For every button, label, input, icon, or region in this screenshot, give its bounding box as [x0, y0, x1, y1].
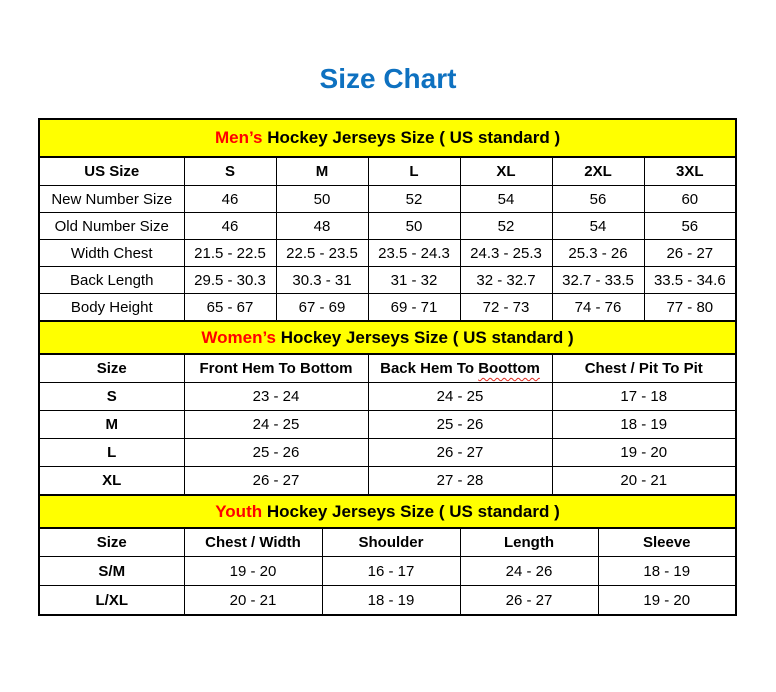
table-row	[39, 586, 736, 616]
size-value-cell: 29.5 - 30.3	[184, 267, 276, 294]
size-value-cell: 33.5 - 34.6	[644, 267, 736, 294]
size-value-cell: 52	[460, 213, 552, 240]
size-value-cell: 18 - 19	[598, 557, 736, 586]
band-title-accent: Men’s	[214, 128, 263, 147]
size-value-cell: 26 - 27	[460, 586, 598, 616]
column-header: L	[368, 157, 460, 186]
column-header: Chest / Pit To Pit	[552, 354, 736, 383]
column-header: 3XL	[644, 157, 736, 186]
size-value-cell: 19 - 20	[184, 557, 322, 586]
band-title-rest: Hockey Jerseys Size ( US standard )	[262, 501, 560, 521]
size-value-cell: 22.5 - 23.5	[276, 240, 368, 267]
size-value-cell: 56	[644, 213, 736, 240]
size-table-youth	[38, 494, 737, 616]
row-label: New Number Size	[39, 186, 184, 213]
column-header: 2XL	[552, 157, 644, 186]
table-row	[39, 267, 736, 294]
size-value-cell: 72 - 73	[460, 294, 552, 322]
size-value-cell: 16 - 17	[322, 557, 460, 586]
size-value-cell: 18 - 19	[322, 586, 460, 616]
column-header: Length	[460, 528, 598, 557]
table-row	[39, 411, 736, 439]
band-title-rest: Hockey Jerseys Size ( US standard )	[262, 128, 561, 147]
size-table-mens	[38, 118, 737, 322]
band-title-accent: Youth	[215, 501, 263, 521]
size-value-cell: 26 - 27	[368, 439, 552, 467]
size-value-cell: 19 - 20	[552, 439, 736, 467]
size-value-cell: 26 - 27	[644, 240, 736, 267]
column-header: US Size	[39, 157, 184, 186]
row-label: M	[39, 411, 184, 439]
size-value-cell: 48	[276, 213, 368, 240]
column-header: Back Hem To Boottom	[368, 354, 552, 383]
size-value-cell: 20 - 21	[184, 586, 322, 616]
size-value-cell: 54	[460, 186, 552, 213]
size-value-cell: 67 - 69	[276, 294, 368, 322]
column-header: Sleeve	[598, 528, 736, 557]
table-row	[39, 294, 736, 322]
page-title: Size Chart	[319, 63, 457, 94]
size-tables-container	[38, 118, 737, 616]
row-label: Old Number Size	[39, 213, 184, 240]
size-value-cell: 46	[184, 186, 276, 213]
table-band-title-youth	[39, 495, 736, 528]
size-value-cell: 23 - 24	[184, 383, 368, 411]
size-value-cell: 32.7 - 33.5	[552, 267, 644, 294]
size-value-cell: 25 - 26	[184, 439, 368, 467]
size-value-cell: 50	[368, 213, 460, 240]
size-value-cell: 25.3 - 26	[552, 240, 644, 267]
column-header: Shoulder	[322, 528, 460, 557]
size-value-cell: 25 - 26	[368, 411, 552, 439]
column-header: M	[276, 157, 368, 186]
table-row	[39, 383, 736, 411]
size-value-cell: 69 - 71	[368, 294, 460, 322]
row-label: S/M	[39, 557, 184, 586]
column-header: Chest / Width	[184, 528, 322, 557]
table-row	[39, 439, 736, 467]
row-label: XL	[39, 467, 184, 496]
table-row	[39, 467, 736, 496]
size-value-cell: 21.5 - 22.5	[184, 240, 276, 267]
size-value-cell: 24 - 25	[184, 411, 368, 439]
band-title-accent: Women’s	[201, 327, 276, 347]
table-row	[39, 240, 736, 267]
spellcheck-squiggle-word: Boottom	[478, 360, 540, 377]
size-value-cell: 60	[644, 186, 736, 213]
table-band-title-womens	[39, 321, 736, 354]
size-value-cell: 77 - 80	[644, 294, 736, 322]
size-value-cell: 65 - 67	[184, 294, 276, 322]
table-row	[39, 186, 736, 213]
size-value-cell: 54	[552, 213, 644, 240]
size-value-cell: 50	[276, 186, 368, 213]
size-value-cell: 18 - 19	[552, 411, 736, 439]
column-header: S	[184, 157, 276, 186]
row-label: L/XL	[39, 586, 184, 616]
row-label: L	[39, 439, 184, 467]
size-value-cell: 31 - 32	[368, 267, 460, 294]
column-header: Front Hem To Bottom	[184, 354, 368, 383]
size-value-cell: 17 - 18	[552, 383, 736, 411]
size-value-cell: 30.3 - 31	[276, 267, 368, 294]
size-value-cell: 24 - 26	[460, 557, 598, 586]
size-value-cell: 52	[368, 186, 460, 213]
size-value-cell: 56	[552, 186, 644, 213]
table-band-title-mens	[39, 119, 736, 157]
row-label: Body Height	[39, 294, 184, 322]
band-title-rest: Hockey Jerseys Size ( US standard )	[276, 327, 574, 347]
row-label: S	[39, 383, 184, 411]
row-label: Back Length	[39, 267, 184, 294]
size-value-cell: 46	[184, 213, 276, 240]
size-table-womens	[38, 320, 737, 496]
size-value-cell: 24.3 - 25.3	[460, 240, 552, 267]
column-header: XL	[460, 157, 552, 186]
size-value-cell: 20 - 21	[552, 467, 736, 496]
row-label: Width Chest	[39, 240, 184, 267]
column-header: Size	[39, 354, 184, 383]
size-value-cell: 26 - 27	[184, 467, 368, 496]
column-header: Size	[39, 528, 184, 557]
size-value-cell: 74 - 76	[552, 294, 644, 322]
size-value-cell: 27 - 28	[368, 467, 552, 496]
table-row	[39, 213, 736, 240]
size-value-cell: 23.5 - 24.3	[368, 240, 460, 267]
table-row	[39, 557, 736, 586]
size-value-cell: 24 - 25	[368, 383, 552, 411]
size-value-cell: 19 - 20	[598, 586, 736, 616]
size-value-cell: 32 - 32.7	[460, 267, 552, 294]
